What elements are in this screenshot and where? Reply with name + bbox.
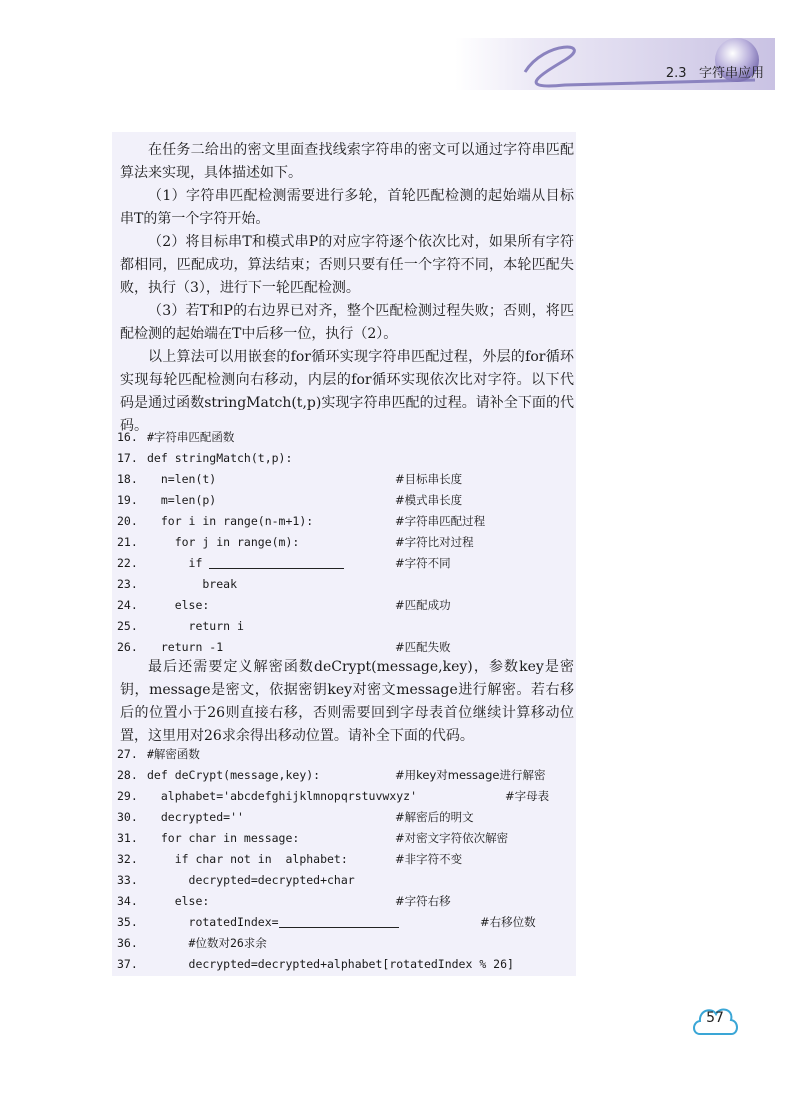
code-text-prefix: rotatedIndex= [147,915,279,929]
code-text: def deCrypt(message,key): [147,768,321,782]
code-comment: #字母表 [505,789,550,803]
line-number: 28. [117,768,138,782]
code-text: decrypted=decrypted+char [147,873,355,887]
code-text: for i in range(n-m+1): [147,514,314,528]
paragraph-decrypt: 最后还需要定义解密函数deCrypt(message,key)，参数key是密钥，message是密文，依据密钥key对密文message进行解密。若右移后的位置小于26则直接右移，否则需要回到字母表首位继续计算移动位置，这里用对26求余得出移动位置。请补全下面的代码。 [120,659,574,744]
code-text: return -1 [147,640,224,654]
code-text: def stringMatch(t,p): [147,451,293,465]
line-number: 20. [117,514,138,528]
code-text: break [147,577,238,591]
line-number: 34. [117,894,138,908]
line-number: 26. [117,640,138,654]
fill-in-blank[interactable] [279,914,399,928]
code-text: alphabet='abcdefghijklmnopqrstuvwxyz' [147,789,418,803]
line-number: 21. [117,535,138,549]
line-number: 27. [117,747,138,761]
paragraph-step-1: （1）字符串匹配检测需要进行多轮，首轮匹配检测的起始端从目标串T的第一个字符开始。 [120,188,574,227]
page-number: 57 [706,1010,724,1026]
code-comment: #右移位数 [480,915,536,929]
paragraph-algorithm: 以上算法可以用嵌套的for循环实现字符串匹配过程，外层的for循环实现每轮匹配检测向右移动，内层的for循环实现依次比对字符。以下代码是通过函数stringMatch(t,p)实现字符串匹配的过程。请补全下面的代码。 [120,349,574,434]
code-text-prefix: if [147,556,210,570]
line-number: 36. [117,936,138,950]
code-text: if char not in alphabet: [147,852,348,866]
code-comment: #字符右移 [395,894,451,908]
code-comment: #用key对message进行解密 [395,768,546,782]
line-number: 22. [117,556,138,570]
section-title: 字符串应用 [698,66,764,81]
paragraph-step-2: （2）将目标串T和模式串P的对应字符逐个依次比对，如果所有字符都相同，匹配成功，算法结束；否则只要有任一个字符不同，本轮匹配失败，执行（3），进行下一轮匹配检测。 [120,234,574,296]
code-comment: #非字符不变 [395,852,463,866]
code-text: for j in range(m): [147,535,300,549]
code-text: return i [147,619,244,633]
line-number: 32. [117,852,138,866]
code-text: decrypted=decrypted+alphabet[rotatedIndex % 26] [147,957,514,971]
line-number: 31. [117,831,138,845]
fill-in-blank[interactable] [209,555,344,569]
code-text: #位数对26求余 [147,936,267,950]
line-number: 16. [117,430,138,444]
code-text [147,553,344,574]
line-number: 35. [117,915,138,929]
line-number: 25. [117,619,138,633]
line-number: 17. [117,451,138,465]
code-comment: #模式串长度 [395,493,463,507]
code-text: #字符串匹配函数 [147,430,235,444]
code-comment: #字符串匹配过程 [395,514,486,528]
code-comment: #目标串长度 [395,472,463,486]
code-comment: #匹配失败 [395,640,451,654]
line-number: 19. [117,493,138,507]
code-comment: #字符不同 [395,556,451,570]
paragraph-step-3: （3）若T和P的右边界已对齐，整个匹配检测过程失败；否则，将匹配检测的起始端在T中后移一位，执行（2）。 [120,303,574,342]
running-header [666,62,764,81]
code-comment: #对密文字符依次解密 [395,831,509,845]
code-text [147,912,399,933]
code-text: n=len(t) [147,472,217,486]
line-number: 33. [117,873,138,887]
code-comment: #匹配成功 [395,598,451,612]
code-comment: #字符比对过程 [395,535,474,549]
line-number: 37. [117,957,138,971]
code-comment: #解密后的明文 [395,810,474,824]
line-number: 30. [117,810,138,824]
paragraph-intro: 在任务二给出的密文里面查找线索字符串的密文可以通过字符串匹配算法来实现，具体描述如下。 [120,142,574,181]
line-number: 29. [117,789,138,803]
line-number: 23. [117,577,138,591]
code-text: m=len(p) [147,493,217,507]
code-text: for char in message: [147,831,300,845]
line-number: 18. [117,472,138,486]
line-number: 24. [117,598,138,612]
code-text: else: [147,894,210,908]
code-text: #解密函数 [147,747,200,761]
code-text: else: [147,598,210,612]
section-number: 2.3 [665,66,687,81]
code-text: decrypted='' [147,810,244,824]
